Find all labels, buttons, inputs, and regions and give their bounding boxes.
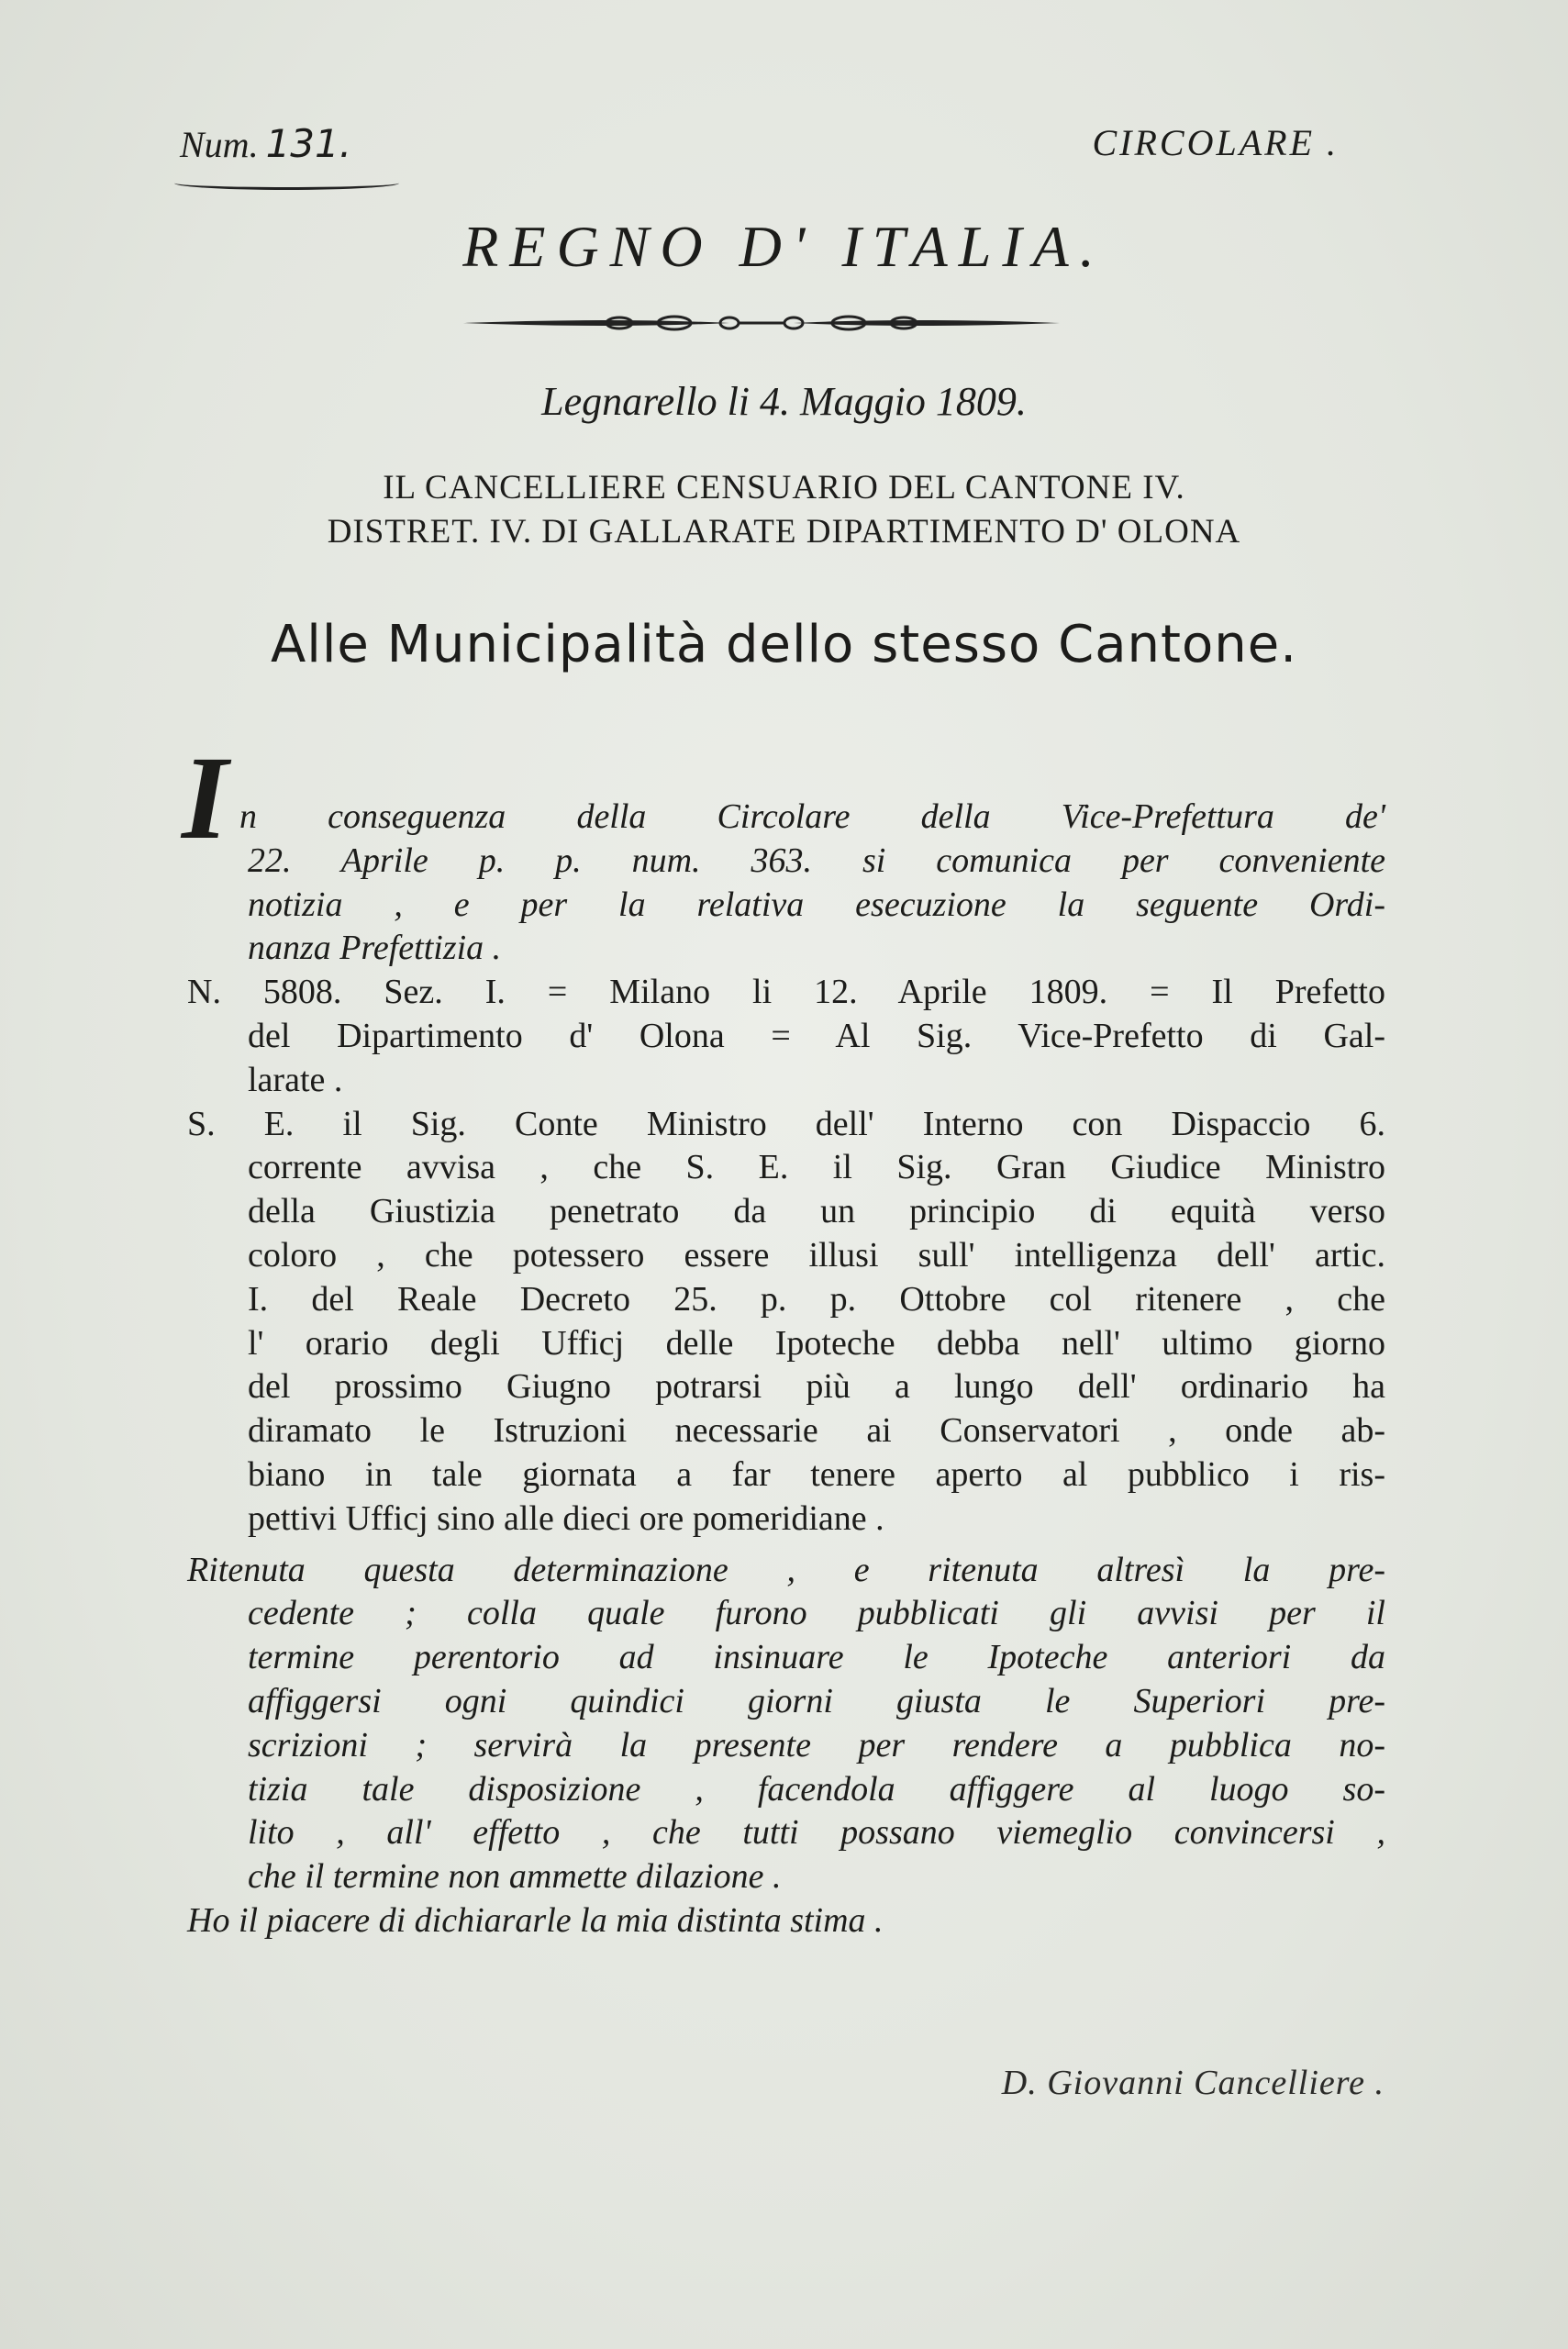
place-date: Legnarello li 4. Maggio 1809. bbox=[541, 379, 1027, 424]
text-line: termine perentorio ad insinuare le Ipoteche anteriori da bbox=[248, 1638, 1385, 1677]
kingdom-title: REGNO D' ITALIA. bbox=[462, 214, 1106, 279]
text-line: diramato le Istruzioni necessarie ai Conservatori , onde ab- bbox=[248, 1411, 1385, 1451]
num-label: Num. bbox=[180, 124, 259, 165]
paragraph-3 bbox=[187, 1103, 1385, 1542]
num-underline bbox=[174, 176, 399, 190]
text-line: cedente ; colla quale furono pubblicati gli avvisi per il bbox=[248, 1594, 1385, 1633]
text-line: del Dipartimento d' Olona = Al Sig. Vice-Prefetto di Gal- bbox=[248, 1016, 1385, 1055]
text-line: Ho il piacere di dichiararle la mia distinta stima . bbox=[187, 1900, 884, 1940]
issuer-line-2: DISTRET. IV. DI GALLARATE DIPARTIMENTO D' OLONA bbox=[327, 513, 1241, 551]
text-line: N. 5808. Sez. I. = Milano li 12. Aprile 1809. = Il Prefetto bbox=[187, 973, 1385, 1012]
addressee: Alle Municipalità dello stesso Cantone. bbox=[271, 615, 1297, 674]
paragraph-1 bbox=[187, 796, 1385, 971]
signature: D. Giovanni Cancelliere . bbox=[1001, 2064, 1385, 2102]
text-line: affiggersi ogni quindici giorni giusta le Superiori pre- bbox=[248, 1681, 1385, 1720]
text-line: Ritenuta questa determinazione , e ritenuta altresì la pre- bbox=[187, 1550, 1385, 1589]
paragraph-2 bbox=[187, 971, 1385, 1102]
text-line: corrente avvisa , che S. E. il Sig. Gran Giudice Ministro bbox=[248, 1148, 1385, 1187]
text-line: n conseguenza della Circolare della Vice-Prefettura de' bbox=[239, 797, 1385, 836]
paragraph-5 bbox=[187, 1899, 1385, 1943]
text-line: scrizioni ; servirà la presente per rendere a pubblica no- bbox=[248, 1725, 1385, 1765]
text-line: 22. Aprile p. p. num. 363. si comunica per conveniente bbox=[248, 841, 1385, 880]
text-line: pettivi Ufficj sino alle dieci ore pomeridiane . bbox=[248, 1498, 884, 1538]
text-line: tizia tale disposizione , facendola affiggere al luogo so- bbox=[248, 1769, 1385, 1809]
text-line: della Giustizia penetrato da un principio di equità verso bbox=[248, 1192, 1385, 1231]
drop-cap: I bbox=[182, 732, 228, 864]
paragraph-4 bbox=[187, 1549, 1385, 1899]
document-type: CIRCOLARE . bbox=[1092, 122, 1339, 163]
circular-number bbox=[180, 121, 351, 166]
circular-body bbox=[187, 796, 1385, 1943]
text-line: I. del Reale Decreto 25. p. p. Ottobre col ritenere , che bbox=[248, 1279, 1385, 1319]
text-line: che il termine non ammette dilazione . bbox=[248, 1857, 782, 1897]
text-line: nanza Prefettizia . bbox=[248, 929, 502, 968]
text-line: notizia , e per la relativa esecuzione la seguente Ordi- bbox=[248, 885, 1385, 924]
text-line: l' orario degli Ufficj delle Ipoteche debba nell' ultimo giorno bbox=[248, 1323, 1385, 1363]
text-line: del prossimo Giugno potrarsi più a lungo dell' ordinario ha bbox=[248, 1367, 1385, 1407]
text-line: S. E. il Sig. Conte Ministro dell' Interno con Dispaccio 6. bbox=[187, 1104, 1385, 1143]
text-line: coloro , che potessero essere illusi sull' intelligenza dell' artic. bbox=[248, 1235, 1385, 1275]
text-line: biano in tale giornata a far tenere aperto al pubblico i ris- bbox=[248, 1454, 1385, 1494]
ornamental-rule bbox=[463, 312, 1060, 334]
issuer-line-1: IL CANCELLIERE CENSUARIO DEL CANTONE IV. bbox=[383, 469, 1185, 507]
num-value-handwritten: 131. bbox=[265, 121, 352, 166]
text-line: larate . bbox=[248, 1060, 343, 1099]
text-line: lito , all' effetto , che tutti possano viemeglio convincersi , bbox=[248, 1813, 1385, 1853]
